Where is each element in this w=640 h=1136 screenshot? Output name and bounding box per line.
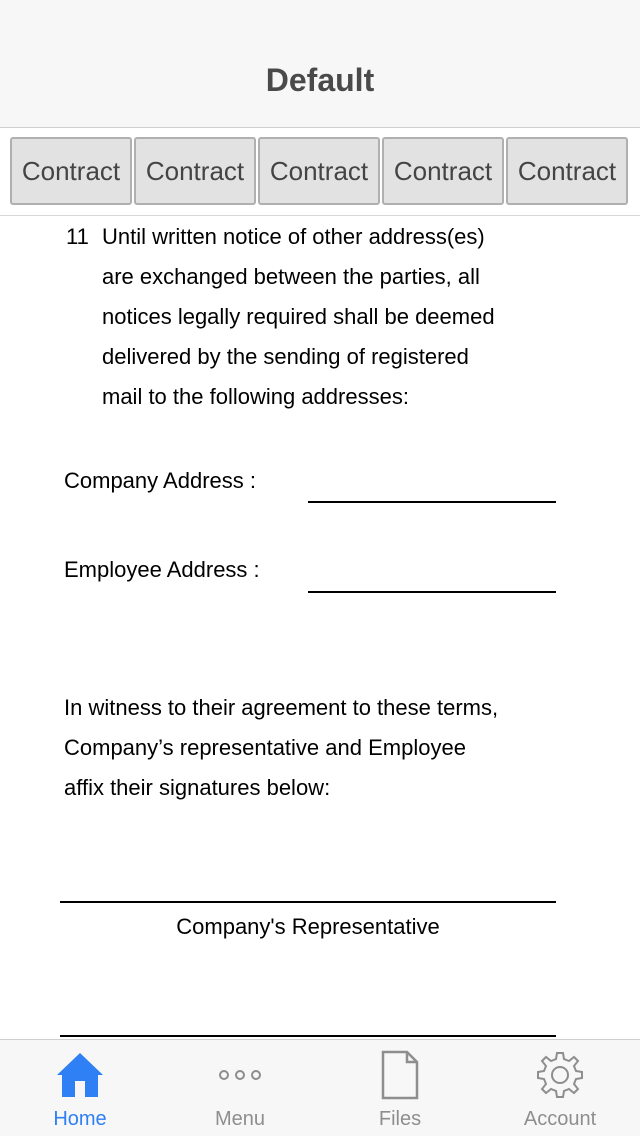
clause-number: 11 [66,224,89,249]
page-title: Default [265,62,375,98]
tabbar-item-menu[interactable] [160,1040,320,1136]
clause-line: Until written notice of other address(es) [102,224,485,249]
home-icon [55,1050,105,1105]
clause-text [102,217,572,417]
bottom-tab-bar [0,1039,640,1136]
employee-address-label: Employee Address : [64,557,260,582]
gear-icon [535,1050,585,1105]
file-icon [375,1050,425,1105]
contract-tab-4[interactable]: Contract [382,137,504,205]
employee-address-field[interactable] [308,591,556,593]
witness-line: In witness to their agreement to these terms, [64,695,499,720]
tabbar-item-home[interactable] [0,1040,160,1136]
company-rep-signature-line[interactable] [60,901,556,903]
tabbar-item-files[interactable] [320,1040,480,1136]
contract-tab-1[interactable]: Contract [10,137,132,205]
witness-paragraph [64,688,564,808]
clause-line: are exchanged between the parties, all [102,264,480,289]
employee-signature-line[interactable] [60,1035,556,1037]
contract-tab-5[interactable]: Contract [506,137,628,205]
tabbar-item-account[interactable] [480,1040,640,1136]
tabbar-label: Files [378,1108,422,1130]
company-address-field[interactable] [308,501,556,503]
tabbar-label: Menu [214,1108,266,1130]
contract-tab-strip [0,128,640,216]
tabbar-label: Account [523,1108,597,1130]
navigation-bar [0,0,640,128]
clause-line: delivered by the sending of registered [102,344,469,369]
company-rep-caption: Company's Representative [176,914,440,939]
witness-line: Company’s representative and Employee [64,735,466,760]
contract-tab-2[interactable]: Contract [134,137,256,205]
clause-line: mail to the following addresses: [102,384,409,409]
contract-document[interactable] [0,217,640,1039]
clause-line: notices legally required shall be deemed [102,304,495,329]
company-address-label: Company Address : [64,468,256,493]
more-dots-icon [215,1050,265,1105]
tabbar-label: Home [53,1108,107,1130]
contract-tab-3[interactable]: Contract [258,137,380,205]
witness-line: affix their signatures below: [64,775,331,800]
